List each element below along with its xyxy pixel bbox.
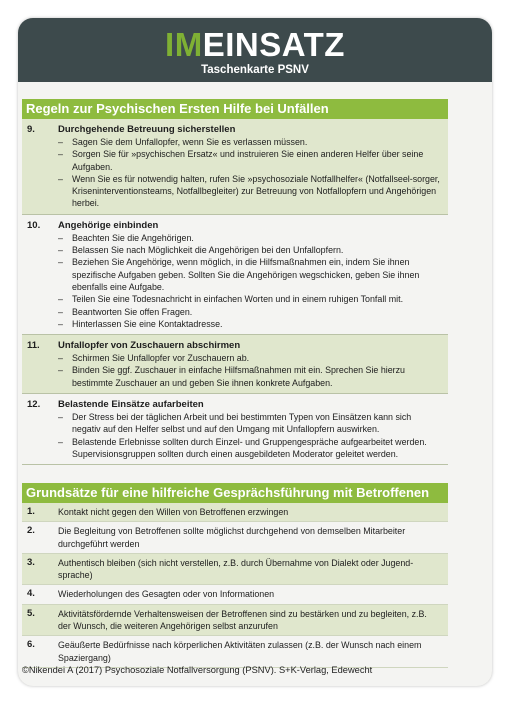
bullet-dash: – <box>58 232 63 243</box>
bullet-dash: – <box>58 149 63 160</box>
bullet-dash: – <box>58 137 63 147</box>
bullet-text: Belassen Sie nach Möglichkeit die Angehörigen bei den Unfallopfern. <box>72 245 344 256</box>
principles-list <box>22 503 448 668</box>
principle-row <box>22 605 448 637</box>
rules-section <box>22 99 448 465</box>
rule-block <box>22 215 448 334</box>
principle-number: 5. <box>27 607 35 619</box>
principle-number: 3. <box>27 556 35 568</box>
rule-number: 9. <box>27 124 35 135</box>
principle-text: Geäußerte Bedürfnisse nach körperlichen Aktivitäten zulassen (z.B. der Wunsch nach einem Spaziergang) <box>58 640 422 663</box>
rule-heading <box>22 220 448 232</box>
rules-section-title: Regeln zur Psychischen Ersten Hilfe bei Unfällen <box>22 99 448 119</box>
bullet-text: Belastende Erlebnisse sollten durch Einzel- und Gruppengespräche aufgearbeitet werden. Supervisionsgruppen sollten durch einen ausgebildeten Moderator geleitet werden. <box>72 436 427 459</box>
bullet-text: Teilen Sie eine Todesnachricht in einfachen Worten und in einem ruhigen Tonfall mit. <box>72 294 404 305</box>
principle-number: 1. <box>27 506 35 517</box>
bullet-text: Binden Sie ggf. Zuschauer in einfache Hilfsmaßnahmen mit ein. Sprechen Sie hierzu bestimmte Zuschauer an und geben Sie ihnen konkrete Aufgaben. <box>72 365 405 388</box>
bullet-dash: – <box>58 245 63 256</box>
rules-list <box>22 119 448 465</box>
rule-bullet <box>22 364 448 389</box>
bullet-text: Schirmen Sie Unfallopfer vor Zuschauern ab. <box>72 353 250 364</box>
bullet-text: Sagen Sie dem Unfallopfer, wenn Sie es verlassen müssen. <box>72 137 308 147</box>
principle-row <box>22 522 448 554</box>
rule-bullet <box>22 411 448 436</box>
rule-bullet <box>22 352 448 364</box>
bullet-text: Wenn Sie es für notwendig halten, rufen Sie »psychosoziale Notfallhelfer« (Notfallseel-sorger, Kriseninterventionsteams, Notfallbegleiter) zur Betreuung von Notfallopfern und Angehörigen herbei. <box>72 173 440 209</box>
rule-bullet <box>22 232 448 244</box>
principle-number: 6. <box>27 639 35 651</box>
card-header <box>18 18 492 82</box>
rule-bullet <box>22 173 448 210</box>
principle-text: Wiederholungen des Gesagten oder von Informationen <box>58 589 275 600</box>
bullet-text: Beantworten Sie offen Fragen. <box>72 306 193 317</box>
rule-bullet <box>22 256 448 293</box>
bullet-dash: – <box>58 365 63 376</box>
rule-number: 11. <box>27 340 40 352</box>
bullet-text: Beziehen Sie Angehörige, wenn möglich, in die Hilfsmaßnahmen ein, indem Sie ihnen spezifische Aufgaben geben. Sollten Sie die Angehörigen wegschicken, geben Sie ihnen ebenfalls eine Aufgabe. <box>72 257 420 292</box>
principle-text: Die Begleitung von Betroffenen sollte möglichst durchgehend von demselben Mitarbeiter durchgeführt werden <box>58 526 406 549</box>
principle-text: Kontakt nicht gegen den Willen von Betroffenen erzwingen <box>58 507 289 517</box>
logo-einsatz: EINSATZ <box>202 26 345 63</box>
rule-heading <box>22 124 448 136</box>
principle-text: Aktivitätsfördernde Verhaltensweisen der Betroffenen sind zu bestärken und zu begleiten, z.B. der Wunsch, die weiteren Angehörigen selbst anzurufen <box>58 608 427 632</box>
rule-title: Durchgehende Betreuung sicherstellen <box>58 124 236 135</box>
rule-heading <box>22 399 448 411</box>
rule-title: Unfallopfer von Zuschauern abschirmen <box>58 340 241 352</box>
bullet-dash: – <box>58 318 63 329</box>
principle-text: Authentisch bleiben (sich nicht verstellen, z.B. durch Übernahme von Dialekt oder Jugend-sprache) <box>58 557 414 581</box>
bullet-dash: – <box>58 436 63 447</box>
rule-block <box>22 119 448 214</box>
bullet-dash: – <box>58 412 63 423</box>
rule-bullet <box>22 136 448 148</box>
logo <box>18 27 492 63</box>
bullet-dash: – <box>58 306 63 317</box>
rule-bullet <box>22 244 448 256</box>
principle-number: 2. <box>27 525 35 537</box>
rule-bullet <box>22 436 448 461</box>
logo-im: IM <box>165 26 203 63</box>
rule-block <box>22 335 448 393</box>
rule-block <box>22 394 448 464</box>
bullet-text: Der Stress bei der täglichen Arbeit und bei bestimmten Typen von Einsätzen kann sich negativ auf den Helfer selbst und auf den Umgang mit Unfallopfern auswirken. <box>72 412 412 435</box>
copyright-footer: ©Nikendei A (2017) Psychosoziale Notfallversorgung (PSNV). S+K-Verlag, Edewecht <box>22 665 373 675</box>
bullet-text: Beachten Sie die Angehörigen. <box>72 232 194 243</box>
principles-section-title: Grundsätze für eine hilfreiche Gesprächsführung mit Betroffenen <box>22 483 448 503</box>
bullet-dash: – <box>58 173 63 184</box>
bullet-text: Sorgen Sie für »psychischen Ersatz« und instruieren Sie einen anderen Helfer über seine Aufgaben. <box>72 149 424 172</box>
principles-section <box>22 483 448 668</box>
rule-number: 10. <box>27 219 41 231</box>
rule-bullet <box>22 318 448 330</box>
rule-number: 12. <box>27 399 41 411</box>
rule-bullet <box>22 306 448 318</box>
principle-row <box>22 503 448 522</box>
bullet-dash: – <box>58 353 63 364</box>
bullet-text: Hinterlassen Sie eine Kontaktadresse. <box>72 318 223 329</box>
principle-row <box>22 585 448 604</box>
rule-title: Belastende Einsätze aufarbeiten <box>58 399 204 411</box>
bullet-dash: – <box>58 257 63 268</box>
divider <box>22 464 448 465</box>
bullet-dash: – <box>58 294 63 305</box>
principle-number: 4. <box>27 588 35 600</box>
rule-title: Angehörige einbinden <box>58 219 159 231</box>
principle-row <box>22 554 448 586</box>
rule-bullet <box>22 148 448 173</box>
principle-row <box>22 636 448 668</box>
card-subtitle: Taschenkarte PSNV <box>201 64 309 76</box>
rule-bullet <box>22 293 448 305</box>
rule-heading <box>22 340 448 352</box>
